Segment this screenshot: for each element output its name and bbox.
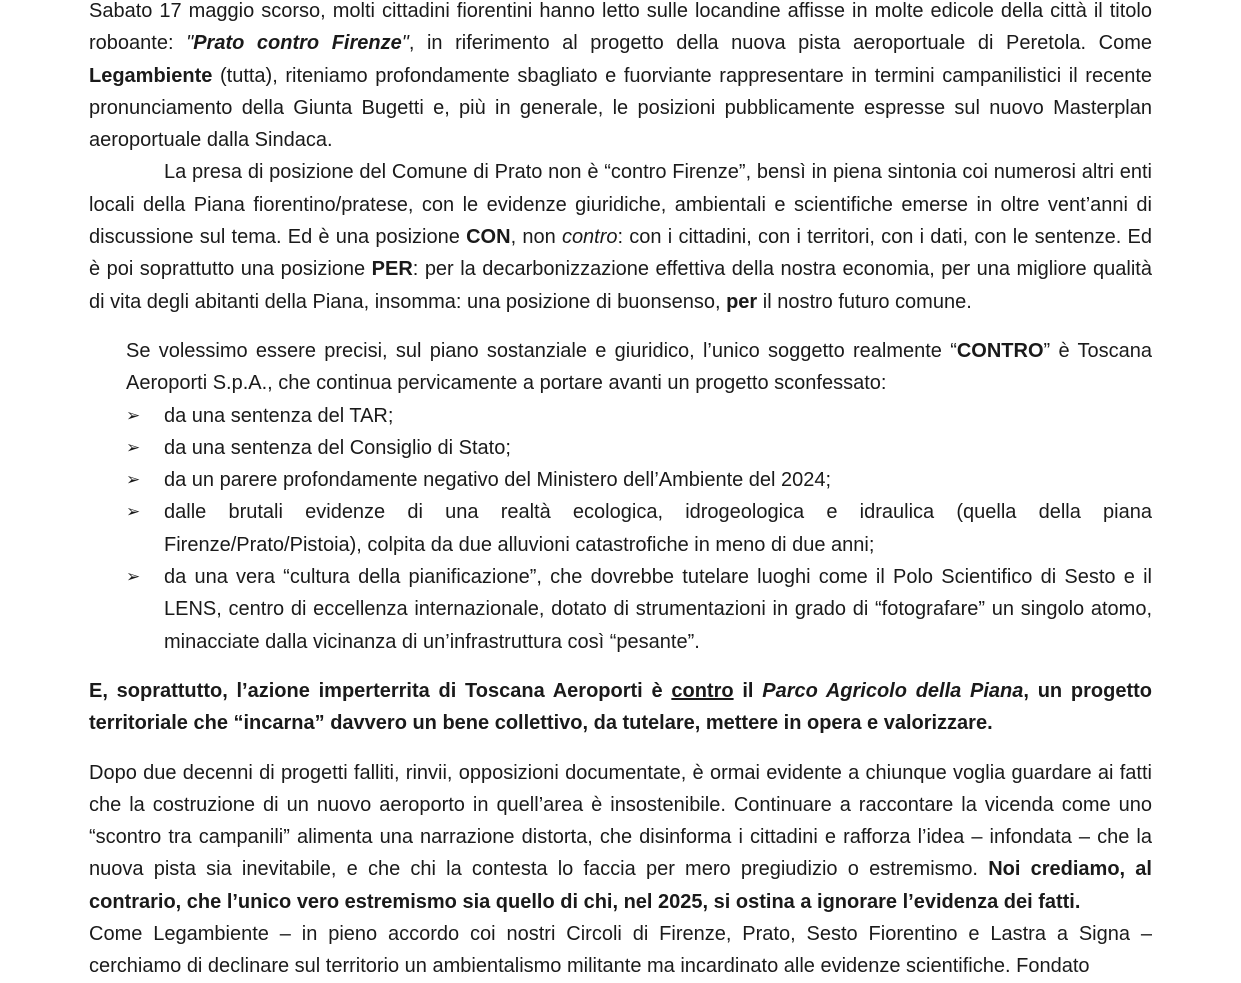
quote-mark: " bbox=[186, 32, 194, 55]
list-item bbox=[126, 464, 1152, 496]
text-span: La presa di posizione del Comune di Prato non è “contro Firenze”, bensì in piena sintonia coi numerosi altri enti locali della Piana fiorentino/pratese, con le evidenze giuridiche, ambientali e scientifiche emerse in oltre vent’anni di discussione sul tema. Ed è una posizione bbox=[89, 161, 1152, 249]
paragraph-legambiente-circles bbox=[89, 918, 1152, 983]
arrowhead-bullet-icon: ➢ bbox=[126, 502, 141, 522]
paragraph-two-decades bbox=[89, 757, 1152, 918]
text-span: , un progetto territoriale che “incarna” davvero un bene collettivo, da tutelare, mettere in opera e valorizzare. bbox=[89, 679, 1153, 735]
list-item bbox=[126, 432, 1152, 464]
text-span: : con i cittadini, con i territori, con i dati, con le sentenze. Ed è poi soprattutto una posizione bbox=[89, 226, 1152, 281]
contro-underlined: contro bbox=[671, 679, 734, 702]
text-span: , in riferimento al progetto della nuova pista aeroportuale di Peretola. Come bbox=[408, 32, 1152, 55]
contro-italic: contro bbox=[561, 226, 618, 249]
paragraph-intro bbox=[89, 0, 1152, 156]
quote-mark: " bbox=[401, 32, 409, 55]
legambiente-bold: Legambiente bbox=[89, 64, 213, 87]
list-item-text: da una vera “cultura della pianificazione”, che dovrebbe tutelare luoghi come il Polo Scientifico di Sesto e il LENS, centro di eccellenza internazionale, dotato di strumentazioni in grado di “fotografare” un singolo atomo, minacciate dalla vicinanza di un’infrastruttura così “pesante”. bbox=[164, 566, 1152, 653]
text-span: il nostro futuro comune. bbox=[757, 290, 972, 313]
text-span: Come Legambiente – in pieno accordo coi nostri Circoli di Firenze, Prato, Sesto Fiorentino e Lastra a Signa – cerchiamo di declinare sul territorio un ambientalismo militante ma incardinato alle evidenze scientifiche. Fondato bbox=[89, 923, 1152, 978]
headline-title: Prato contro Firenze bbox=[193, 32, 402, 55]
list-item-text: dalle brutali evidenze di una realtà ecologica, idrogeologica e idraulica (quella della piana Firenze/Prato/Pistoia), colpita da due alluvioni catastrofiche in meno di due anni; bbox=[164, 501, 1152, 556]
per-bold: PER bbox=[371, 258, 413, 281]
extremism-statement-bold: Noi crediamo, al contrario, che l’unico vero estremismo sia quello di chi, nel 2025, si ostina a ignorare l’evidenza dei fatti. bbox=[89, 858, 1152, 913]
text-span: E, soprattutto, l’azione imperterrita di Toscana Aeroporti è bbox=[89, 679, 672, 702]
list-item-text: da una sentenza del TAR; bbox=[164, 404, 394, 427]
list-item-text: da un parere profondamente negativo del Ministero dell’Ambiente del 2024; bbox=[164, 469, 832, 492]
per-bold-lower: per bbox=[726, 290, 758, 313]
list-item bbox=[126, 561, 1152, 658]
text-span: : per la decarbonizzazione effettiva della nostra economia, per una migliore qualità di vita degli abitanti della Piana, insomma: una posizione di buonsenso, bbox=[89, 258, 1152, 313]
list-item bbox=[126, 496, 1152, 561]
arrowhead-bullet-icon: ➢ bbox=[126, 437, 141, 457]
bullet-list bbox=[126, 400, 1152, 658]
arrowhead-bullet-icon: ➢ bbox=[126, 470, 141, 490]
con-bold: CON bbox=[466, 226, 511, 249]
text-span: Dopo due decenni di progetti falliti, rinvii, opposizioni documentate, è ormai evidente a chiunque voglia guardare ai fatti che la costruzione di un nuovo aeroporto in quell’area è insostenibile. Continuare a raccontare la vicenda come uno “scontro tra campanili” alimenta una narrazione distorta, che disinforma i cittadini e rafforza l’idea – infondata – che la nuova pista sia inevitabile, e che chi la contesta lo faccia per mero pregiudizio o estremismo. bbox=[89, 761, 1152, 881]
text-span: (tutta), riteniamo profondamente sbagliato e fuorviante rappresentare in termini campanilistici il recente pronunciamento della Giunta Bugetti e, più in generale, le posizioni pubblicamente espresse sul nuovo Masterplan aeroportuale dalla Sindaca. bbox=[89, 64, 1152, 152]
list-item-text: da una sentenza del Consiglio di Stato; bbox=[164, 436, 511, 459]
text-span: , non bbox=[510, 226, 562, 249]
text-span: ” è Toscana Aeroporti S.p.A., che continua pervicamente a portare avanti un progetto sconfessato: bbox=[126, 339, 1153, 395]
paragraph-contro-subject bbox=[126, 335, 1152, 400]
list-item bbox=[126, 400, 1152, 432]
text-span: il bbox=[733, 679, 763, 702]
arrowhead-bullet-icon: ➢ bbox=[126, 405, 141, 425]
document-page bbox=[89, 0, 1152, 983]
arrowhead-bullet-icon: ➢ bbox=[126, 567, 141, 587]
text-span: Sabato 17 maggio scorso, molti cittadini fiorentini hanno letto sulle locandine affisse in molte edicole della città il titolo roboante: bbox=[89, 0, 1152, 55]
paragraph-prato-position bbox=[89, 156, 1152, 317]
text-span: Se volessimo essere precisi, sul piano sostanziale e giuridico, l’unico soggetto realmente “ bbox=[126, 339, 957, 362]
contro-bold: CONTRO bbox=[956, 339, 1044, 362]
parco-agricolo-italic: Parco Agricolo della Piana bbox=[762, 679, 1024, 702]
paragraph-parco-agricolo bbox=[89, 675, 1152, 740]
